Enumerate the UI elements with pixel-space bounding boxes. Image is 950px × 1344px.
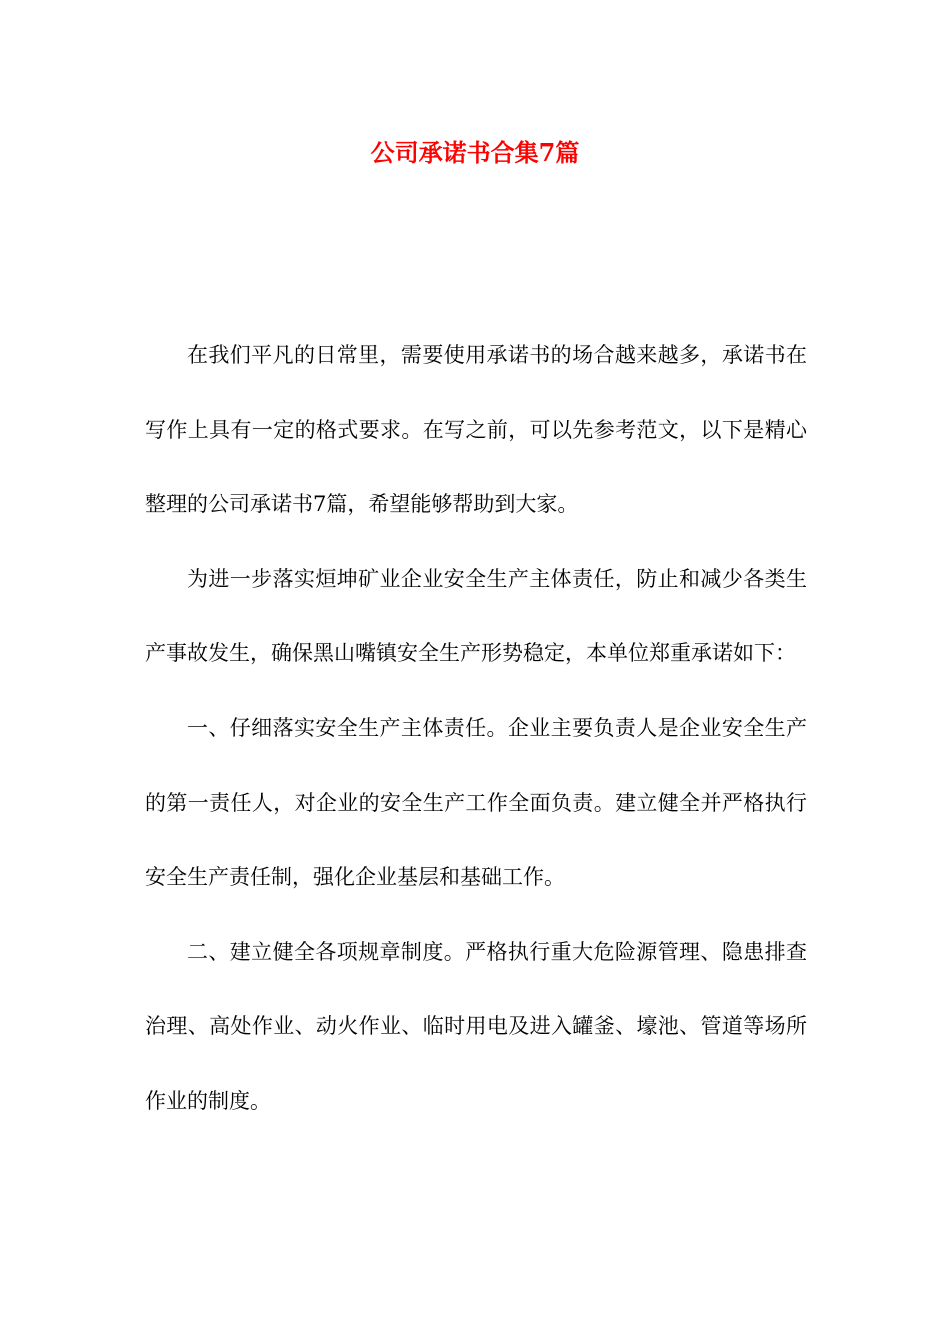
document-body xyxy=(145,318,807,1139)
intro-paragraph: 在我们平凡的日常里，需要使用承诺书的场合越来越多，承诺书在写作上具有一定的格式要求。在写之前，可以先参考范文，以下是精心整理的公司承诺书7篇，希望能够帮助到大家。 xyxy=(145,343,807,517)
commitment-item-2-paragraph: 二、建立健全各项规章制度。严格执行重大危险源管理、隐患排查治理、高处作业、动火作业、临时用电及进入罐釜、壕池、管道等场所作业的制度。 xyxy=(145,939,807,1113)
commitment-item-1-paragraph: 一、仔细落实安全生产主体责任。企业主要负责人是企业安全生产的第一责任人，对企业的安全生产工作全面负责。建立健全并严格执行安全生产责任制，强化企业基层和基础工作。 xyxy=(145,715,807,890)
document-title: 公司承诺书合集7篇 xyxy=(370,138,580,167)
commitment-preamble-paragraph: 为进一步落实烜坤矿业企业安全生产主体责任，防止和减少各类生产事故发生，确保黑山嘴镇安全生产形势稳定，本单位郑重承诺如下： xyxy=(145,566,807,666)
